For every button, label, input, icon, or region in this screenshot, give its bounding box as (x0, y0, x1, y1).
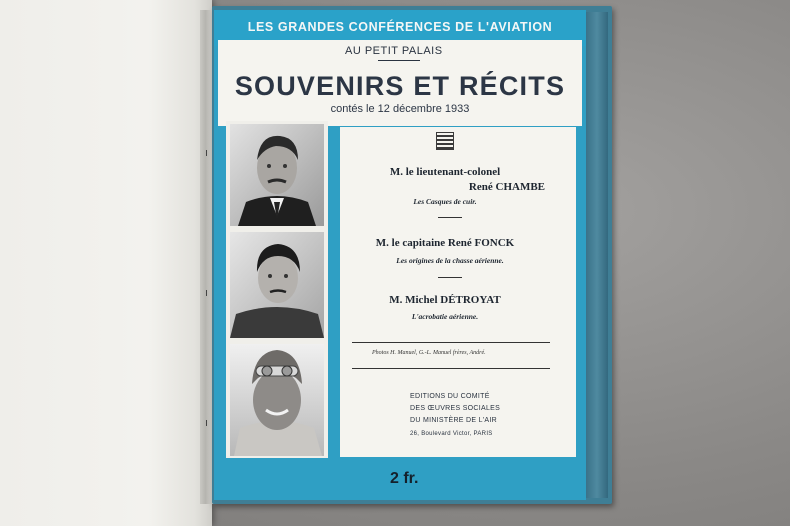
price: 2 fr. (390, 470, 419, 487)
main-title: SOUVENIRS ET RÉCITS (234, 71, 566, 101)
binding-stitch (206, 150, 207, 156)
speaker-2-subject: Les origines de la chasse aérienne. (396, 256, 504, 265)
portrait-detroyat-frame (226, 341, 328, 459)
binding-stitch (206, 290, 207, 296)
separator (438, 217, 462, 218)
venue-underline (378, 60, 420, 61)
rule-top (352, 342, 550, 343)
speaker-3-subject: L'acrobatie aérienne. (411, 312, 479, 321)
portrait-detroyat (230, 344, 324, 456)
venue: AU PETIT PALAIS (345, 45, 443, 57)
rule-bottom (352, 368, 550, 369)
speaker-1-subject: Les Casques de cuir. (413, 197, 477, 206)
publisher-line1: EDITIONS DU COMITÉ (410, 393, 490, 400)
series-title: LES GRANDES CONFÉRENCES DE L'AVIATION (247, 20, 553, 34)
publisher-address: 26, Boulevard Victor, PARIS (410, 431, 493, 437)
portrait-fonck-frame (226, 229, 328, 341)
speaker-1-line1: M. le lieutenant-colonel (389, 166, 501, 178)
speaker-2-line1: M. le capitaine René FONCK (375, 237, 515, 249)
publisher-line2: DES ŒUVRES SOCIALES (410, 405, 501, 412)
board-edge (586, 12, 608, 498)
binding-stitch (206, 420, 207, 426)
ornament-icon (437, 133, 453, 149)
photo-credits: Photos H. Manuel, G.-L. Manuel frères, André. (372, 350, 486, 356)
portrait-chambe-frame (226, 121, 328, 229)
speaker-1-line2: René CHAMBE (468, 181, 545, 193)
portrait-fonck (230, 232, 324, 338)
left-blank-page (0, 0, 212, 526)
separator (438, 277, 462, 278)
date-line: contés le 12 décembre 1933 (330, 103, 470, 115)
portrait-chambe (230, 124, 324, 226)
publisher-line3: DU MINISTÈRE DE L'AIR (410, 417, 497, 424)
speaker-3-line1: M. Michel DÉTROYAT (389, 294, 501, 306)
